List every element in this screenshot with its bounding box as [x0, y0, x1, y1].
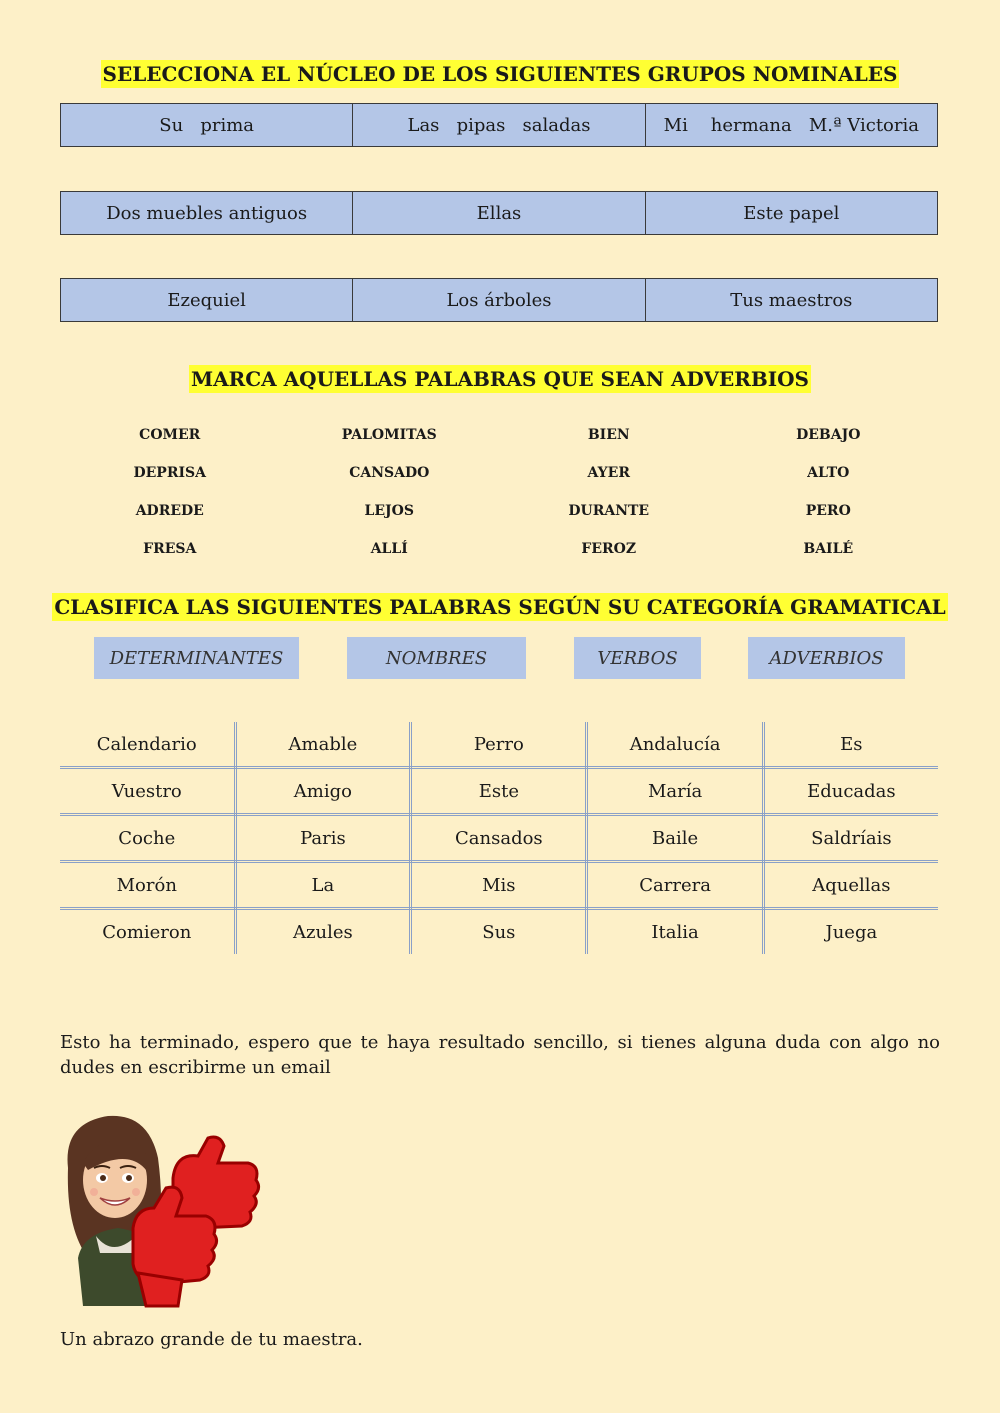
draggable-word[interactable]: Amable: [235, 722, 411, 768]
adverb-word[interactable]: PALOMITAS: [341, 427, 437, 443]
adverb-word[interactable]: FRESA: [143, 541, 197, 557]
category-drop-zone-verbos[interactable]: VERBOS: [574, 637, 701, 679]
adverb-word[interactable]: BAILÉ: [803, 541, 854, 557]
teacher-avatar-thumbs-up-icon: [58, 1108, 268, 1308]
draggable-word[interactable]: Vuestro: [60, 768, 235, 815]
draggable-word[interactable]: La: [235, 862, 411, 909]
draggable-word[interactable]: Italia: [587, 909, 763, 955]
draggable-word[interactable]: Azules: [235, 909, 411, 955]
section1-title: SELECCIONA EL NÚCLEO DE LOS SIGUIENTES GRUPOS NOMINALES: [102, 62, 898, 86]
adverb-word[interactable]: DEPRISA: [133, 465, 206, 481]
draggable-word[interactable]: Andalucía: [587, 722, 763, 768]
table-row: [60, 722, 938, 768]
adverb-word[interactable]: LEJOS: [364, 503, 414, 519]
adverb-word[interactable]: DEBAJO: [796, 427, 861, 443]
adverb-row: [60, 454, 938, 492]
draggable-word[interactable]: Aquellas: [763, 862, 938, 909]
nominal-group-cell[interactable]: Las pipas saladas: [353, 104, 645, 146]
table-row: [60, 815, 938, 862]
category-drop-zone-determinantes[interactable]: DETERMINANTES: [94, 637, 299, 679]
draggable-word[interactable]: Perro: [411, 722, 587, 768]
draggable-word[interactable]: Sus: [411, 909, 587, 955]
nominal-group-row-3: [60, 278, 938, 322]
nominal-group-cell[interactable]: Su prima: [61, 104, 353, 146]
draggable-word[interactable]: Coche: [60, 815, 235, 862]
adverb-word[interactable]: FEROZ: [581, 541, 637, 557]
draggable-word[interactable]: Educadas: [763, 768, 938, 815]
adverb-word[interactable]: ALLÍ: [370, 541, 408, 557]
adverb-word[interactable]: ADREDE: [135, 503, 204, 519]
signoff-text: Un abrazo grande de tu maestra.: [60, 1329, 363, 1350]
nominal-group-row-2: [60, 191, 938, 235]
draggable-word[interactable]: María: [587, 768, 763, 815]
table-row: [60, 909, 938, 955]
nominal-group-cell[interactable]: Mi hermana M.ª Victoria: [646, 104, 937, 146]
table-row: [60, 862, 938, 909]
category-drop-zone-adverbios[interactable]: ADVERBIOS: [748, 637, 905, 679]
nominal-group-cell[interactable]: Ellas: [353, 192, 645, 234]
draggable-word[interactable]: Comieron: [60, 909, 235, 955]
closing-message: Esto ha terminado, espero que te haya resultado sencillo, si tienes alguna duda con algo no dudes en escribirme un email: [60, 1032, 940, 1078]
adverb-word[interactable]: PERO: [805, 503, 851, 519]
adverb-word[interactable]: DURANTE: [568, 503, 650, 519]
adverb-row: [60, 492, 938, 530]
draggable-word[interactable]: Es: [763, 722, 938, 768]
draggable-word[interactable]: Juega: [825, 921, 878, 943]
nominal-group-cell[interactable]: Ezequiel: [61, 279, 353, 321]
draggable-word[interactable]: Morón: [60, 862, 235, 909]
nominal-group-cell[interactable]: Tus maestros: [646, 279, 937, 321]
adverb-word[interactable]: COMER: [139, 427, 201, 443]
draggable-word[interactable]: Baile: [587, 815, 763, 862]
nominal-group-cell[interactable]: Dos muebles antiguos: [61, 192, 353, 234]
draggable-word[interactable]: Carrera: [587, 862, 763, 909]
nominal-group-row-1: [60, 103, 938, 147]
category-drop-zone-nombres[interactable]: NOMBRES: [347, 637, 526, 679]
adverb-word[interactable]: AYER: [587, 465, 630, 481]
adverb-word[interactable]: CANSADO: [349, 465, 430, 481]
draggable-word[interactable]: Paris: [235, 815, 411, 862]
adverb-word-grid: [60, 416, 938, 568]
draggable-word[interactable]: Amigo: [235, 768, 411, 815]
section3-title: CLASIFICA LAS SIGUIENTES PALABRAS SEGÚN SU CATEGORÍA GRAMATICAL: [54, 595, 946, 619]
draggable-word[interactable]: Calendario: [60, 722, 235, 768]
adverb-row: [60, 530, 938, 568]
section2-title: MARCA AQUELLAS PALABRAS QUE SEAN ADVERBIOS: [190, 367, 810, 391]
draggable-word[interactable]: Saldríais: [763, 815, 938, 862]
table-row: [60, 768, 938, 815]
adverb-word[interactable]: ALTO: [807, 465, 850, 481]
nominal-group-cell[interactable]: Este papel: [646, 192, 937, 234]
draggable-word[interactable]: Cansados: [411, 815, 587, 862]
word-classification-table: [60, 722, 938, 954]
adverb-row: [60, 416, 938, 454]
draggable-word[interactable]: Este: [411, 768, 587, 815]
adverb-word[interactable]: BIEN: [587, 427, 630, 443]
nominal-group-cell[interactable]: Los árboles: [353, 279, 645, 321]
draggable-word[interactable]: Mis: [411, 862, 587, 909]
